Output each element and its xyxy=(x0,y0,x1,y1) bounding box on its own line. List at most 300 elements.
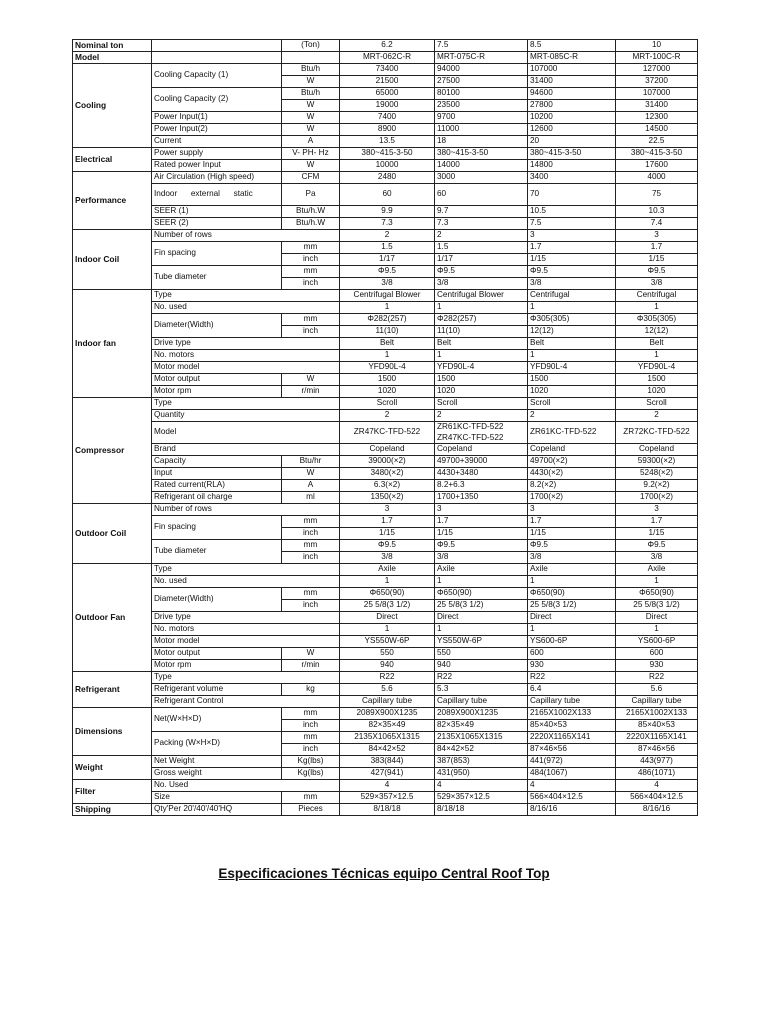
item-label: Gross weight xyxy=(152,768,282,780)
unit-cell: mm xyxy=(282,540,340,552)
value-cell: ZR47KC-TFD-522 xyxy=(340,422,435,444)
value-cell: 75 xyxy=(616,184,698,206)
item-label: Cooling Capacity (1) xyxy=(152,64,282,88)
value-cell: 107000 xyxy=(528,64,616,76)
value-cell: 1/17 xyxy=(340,254,435,266)
value-cell: 2165X1002X133 xyxy=(528,708,616,720)
item-label: SEER (1) xyxy=(152,206,282,218)
value-cell: Scroll xyxy=(528,398,616,410)
unit-cell: W xyxy=(282,648,340,660)
table-row xyxy=(73,648,698,660)
value-cell: 550 xyxy=(340,648,435,660)
value-cell: 1 xyxy=(435,624,528,636)
value-cell: Direct xyxy=(435,612,528,624)
value-cell: 1350(×2) xyxy=(340,492,435,504)
value-cell: Centrifugal xyxy=(528,290,616,302)
value-cell: 1/15 xyxy=(340,528,435,540)
value-cell: 8/18/18 xyxy=(435,804,528,816)
table-row xyxy=(73,456,698,468)
value-cell: R22 xyxy=(435,672,528,684)
value-cell: 60 xyxy=(435,184,528,206)
value-cell: 3/8 xyxy=(528,278,616,290)
value-cell: 3 xyxy=(340,504,435,516)
value-cell: Axile xyxy=(340,564,435,576)
value-cell: 431(950) xyxy=(435,768,528,780)
value-cell: 10.5 xyxy=(528,206,616,218)
value-cell: 9.9 xyxy=(340,206,435,218)
unit-cell: inch xyxy=(282,720,340,732)
value-cell: Φ650(90) xyxy=(528,588,616,600)
item-label: Type xyxy=(152,398,340,410)
unit-cell: W xyxy=(282,468,340,480)
value-cell: 2135X1065X1315 xyxy=(340,732,435,744)
value-cell: 49700+39000 xyxy=(435,456,528,468)
value-cell: 1020 xyxy=(435,386,528,398)
value-cell: 9700 xyxy=(435,112,528,124)
value-cell: 37200 xyxy=(616,76,698,88)
value-cell: 87×46×56 xyxy=(616,744,698,756)
unit-cell: W xyxy=(282,76,340,88)
value-cell: 17600 xyxy=(616,160,698,172)
section-label: Nominal ton xyxy=(73,40,152,52)
value-cell: 9.2(×2) xyxy=(616,480,698,492)
section-label: Refrigerant xyxy=(73,672,152,708)
value-cell: 12(12) xyxy=(528,326,616,338)
unit-cell: Btu/h.W xyxy=(282,218,340,230)
value-cell: 427(941) xyxy=(340,768,435,780)
value-cell: Scroll xyxy=(616,398,698,410)
value-cell: YS550W-6P xyxy=(340,636,435,648)
value-cell: 9.7 xyxy=(435,206,528,218)
value-cell: 73400 xyxy=(340,64,435,76)
unit-cell: CFM xyxy=(282,172,340,184)
value-cell: Copeland xyxy=(340,444,435,456)
unit-cell: W xyxy=(282,112,340,124)
item-label xyxy=(152,40,282,52)
item-label: Quantity xyxy=(152,410,340,422)
item-label: Number of rows xyxy=(152,230,340,242)
value-cell: 94600 xyxy=(528,88,616,100)
unit-cell: mm xyxy=(282,792,340,804)
value-cell: 1700+1350 xyxy=(435,492,528,504)
unit-cell: r/min xyxy=(282,660,340,672)
value-cell: Scroll xyxy=(435,398,528,410)
value-cell: 2 xyxy=(435,410,528,422)
value-cell: 1/15 xyxy=(528,528,616,540)
value-cell: YS550W-6P xyxy=(435,636,528,648)
value-cell: 8/16/16 xyxy=(616,804,698,816)
item-label: Drive type xyxy=(152,338,340,350)
item-label: Air Circulation (High speed) xyxy=(152,172,282,184)
item-label: Fin spacing xyxy=(152,516,282,540)
item-label: Motor output xyxy=(152,374,282,386)
value-cell: 49700(×2) xyxy=(528,456,616,468)
value-cell: 2089X900X1235 xyxy=(435,708,528,720)
value-cell: 3/8 xyxy=(528,552,616,564)
table-row xyxy=(73,672,698,684)
value-cell: 7.3 xyxy=(340,218,435,230)
value-cell: 1 xyxy=(340,302,435,314)
unit-cell: W xyxy=(282,124,340,136)
value-cell: 1 xyxy=(340,576,435,588)
value-cell: 4430+3480 xyxy=(435,468,528,480)
unit-cell: r/min xyxy=(282,386,340,398)
value-cell: 25 5/8(3 1/2) xyxy=(340,600,435,612)
value-cell: Axile xyxy=(616,564,698,576)
value-cell: 3/8 xyxy=(340,552,435,564)
value-cell: 27800 xyxy=(528,100,616,112)
section-label: Outdoor Fan xyxy=(73,564,152,672)
value-cell: 4000 xyxy=(616,172,698,184)
value-cell: Copeland xyxy=(528,444,616,456)
item-label: Input xyxy=(152,468,282,480)
item-label: Power Input(1) xyxy=(152,112,282,124)
value-cell: 2220X1165X141 xyxy=(528,732,616,744)
value-cell: 3480(×2) xyxy=(340,468,435,480)
unit-cell: Pieces xyxy=(282,804,340,816)
unit-cell: Kg(lbs) xyxy=(282,756,340,768)
value-cell: Φ9.5 xyxy=(340,266,435,278)
value-cell: 1 xyxy=(528,350,616,362)
value-cell: 930 xyxy=(528,660,616,672)
value-cell: 1 xyxy=(616,302,698,314)
value-cell: 10 xyxy=(616,40,698,52)
value-cell: Belt xyxy=(435,338,528,350)
item-label: No. used xyxy=(152,302,340,314)
value-cell: Belt xyxy=(528,338,616,350)
table-row xyxy=(73,314,698,326)
unit-cell: mm xyxy=(282,588,340,600)
unit-cell: mm xyxy=(282,732,340,744)
table-row xyxy=(73,504,698,516)
unit-cell: inch xyxy=(282,326,340,338)
value-cell: 94000 xyxy=(435,64,528,76)
value-cell: 22.5 xyxy=(616,136,698,148)
item-label: Size xyxy=(152,792,282,804)
table-row xyxy=(73,612,698,624)
value-cell: 27500 xyxy=(435,76,528,88)
value-cell: 2 xyxy=(616,410,698,422)
value-cell: Capillary tube xyxy=(528,696,616,708)
value-cell: 529×357×12.5 xyxy=(435,792,528,804)
section-label: Cooling xyxy=(73,64,152,148)
value-cell: Φ9.5 xyxy=(616,540,698,552)
unit-cell: mm xyxy=(282,242,340,254)
spec-table xyxy=(72,39,698,816)
value-cell: MRT-085C-R xyxy=(528,52,616,64)
value-cell: Centrifugal xyxy=(616,290,698,302)
value-cell: 383(844) xyxy=(340,756,435,768)
table-row xyxy=(73,374,698,386)
value-cell: 107000 xyxy=(616,88,698,100)
unit-cell: mm xyxy=(282,266,340,278)
value-cell: 7.3 xyxy=(435,218,528,230)
value-cell: 10000 xyxy=(340,160,435,172)
value-cell: YFD90L-4 xyxy=(616,362,698,374)
value-cell: Axile xyxy=(528,564,616,576)
value-cell: 7.5 xyxy=(435,40,528,52)
value-cell: 12300 xyxy=(616,112,698,124)
table-row xyxy=(73,124,698,136)
value-cell: R22 xyxy=(340,672,435,684)
value-cell: 1700(×2) xyxy=(528,492,616,504)
unit-cell: V- PH- Hz xyxy=(282,148,340,160)
value-cell: 1/17 xyxy=(435,254,528,266)
value-cell: 380~415-3-50 xyxy=(528,148,616,160)
table-row xyxy=(73,588,698,600)
table-row xyxy=(73,398,698,410)
value-cell: Direct xyxy=(528,612,616,624)
value-cell: 380~415-3-50 xyxy=(616,148,698,160)
table-row xyxy=(73,684,698,696)
item-label: Tube diameter xyxy=(152,540,282,564)
item-label: Motor model xyxy=(152,362,340,374)
value-cell: 3 xyxy=(616,504,698,516)
section-label: Electrical xyxy=(73,148,152,172)
item-label: No. Used xyxy=(152,780,340,792)
value-cell: 1500 xyxy=(435,374,528,386)
table-row xyxy=(73,266,698,278)
unit-cell: W xyxy=(282,100,340,112)
value-cell: 1 xyxy=(528,576,616,588)
value-cell: 25 5/8(3 1/2) xyxy=(616,600,698,612)
value-cell: 380~415-3-50 xyxy=(340,148,435,160)
value-cell: 3 xyxy=(616,230,698,242)
value-cell: 940 xyxy=(435,660,528,672)
unit-cell: Pa xyxy=(282,184,340,206)
value-cell: Direct xyxy=(616,612,698,624)
unit-cell: Btu/hr xyxy=(282,456,340,468)
value-cell: 443(977) xyxy=(616,756,698,768)
unit-cell: inch xyxy=(282,552,340,564)
table-row xyxy=(73,112,698,124)
value-cell: 82×35×49 xyxy=(435,720,528,732)
value-cell: 23500 xyxy=(435,100,528,112)
value-cell: 940 xyxy=(340,660,435,672)
value-cell: MRT-062C-R xyxy=(340,52,435,64)
value-cell: Φ9.5 xyxy=(435,540,528,552)
value-cell: Φ9.5 xyxy=(616,266,698,278)
item-label: Rated current(RLA) xyxy=(152,480,282,492)
item-label: Net(W×H×D) xyxy=(152,708,282,732)
value-cell: 84×42×52 xyxy=(340,744,435,756)
section-label: Shipping xyxy=(73,804,152,816)
unit-cell: A xyxy=(282,480,340,492)
table-row xyxy=(73,732,698,744)
value-cell: 1 xyxy=(435,302,528,314)
table-row xyxy=(73,40,698,52)
table-row xyxy=(73,88,698,100)
value-cell: 3/8 xyxy=(340,278,435,290)
item-label: Packing (W×H×D) xyxy=(152,732,282,756)
value-cell: 1500 xyxy=(340,374,435,386)
section-label: Indoor Coil xyxy=(73,230,152,290)
value-cell: 1500 xyxy=(616,374,698,386)
value-cell: Φ282(257) xyxy=(435,314,528,326)
unit-cell: inch xyxy=(282,744,340,756)
item-label: Tube diameter xyxy=(152,266,282,290)
value-cell: 3 xyxy=(435,504,528,516)
value-cell: 31400 xyxy=(528,76,616,88)
value-cell: 1 xyxy=(528,624,616,636)
value-cell: 1 xyxy=(616,624,698,636)
table-row xyxy=(73,206,698,218)
value-cell: Φ9.5 xyxy=(340,540,435,552)
table-row xyxy=(73,184,698,206)
value-cell: 8.2+6.3 xyxy=(435,480,528,492)
value-cell: 3400 xyxy=(528,172,616,184)
value-cell: 1700(×2) xyxy=(616,492,698,504)
item-label: Motor rpm xyxy=(152,386,282,398)
value-cell: 2220X1165X141 xyxy=(616,732,698,744)
value-cell: 65000 xyxy=(340,88,435,100)
item-label: Capacity xyxy=(152,456,282,468)
value-cell: Belt xyxy=(340,338,435,350)
value-cell: 87×46×56 xyxy=(528,744,616,756)
item-label: Motor rpm xyxy=(152,660,282,672)
value-cell: Φ9.5 xyxy=(528,266,616,278)
value-cell: 1020 xyxy=(528,386,616,398)
value-cell: 85×40×53 xyxy=(616,720,698,732)
value-cell: 6.3(×2) xyxy=(340,480,435,492)
unit-cell: inch xyxy=(282,528,340,540)
value-cell: 2480 xyxy=(340,172,435,184)
section-label: Model xyxy=(73,52,152,64)
value-cell: 10.3 xyxy=(616,206,698,218)
value-cell: 25 5/8(3 1/2) xyxy=(528,600,616,612)
section-label: Indoor fan xyxy=(73,290,152,398)
table-row xyxy=(73,350,698,362)
value-cell: 5248(×2) xyxy=(616,468,698,480)
item-label: SEER (2) xyxy=(152,218,282,230)
item-label: Type xyxy=(152,672,340,684)
value-cell: 14000 xyxy=(435,160,528,172)
item-label: Net Weight xyxy=(152,756,282,768)
value-cell: 1 xyxy=(435,576,528,588)
value-cell: 1.7 xyxy=(528,242,616,254)
value-cell: MRT-100C-R xyxy=(616,52,698,64)
value-cell: 4 xyxy=(435,780,528,792)
value-cell: 529×357×12.5 xyxy=(340,792,435,804)
table-row xyxy=(73,160,698,172)
section-label: Performance xyxy=(73,172,152,230)
item-label: Motor output xyxy=(152,648,282,660)
value-cell: 70 xyxy=(528,184,616,206)
value-cell: 1.5 xyxy=(340,242,435,254)
value-cell: Capillary tube xyxy=(616,696,698,708)
section-label: Weight xyxy=(73,756,152,780)
section-label: Filter xyxy=(73,780,152,804)
table-row xyxy=(73,756,698,768)
value-cell: Capillary tube xyxy=(435,696,528,708)
value-cell: 8900 xyxy=(340,124,435,136)
item-label: Indoor external static xyxy=(152,184,282,206)
value-cell: 4 xyxy=(340,780,435,792)
table-row xyxy=(73,242,698,254)
unit-cell: mm xyxy=(282,516,340,528)
value-cell: 1.7 xyxy=(616,242,698,254)
unit-cell xyxy=(282,52,340,64)
item-label: Cooling Capacity (2) xyxy=(152,88,282,112)
table-row xyxy=(73,230,698,242)
item-label: Diameter(Width) xyxy=(152,588,282,612)
value-cell: 380~415-3-50 xyxy=(435,148,528,160)
value-cell: 2165X1002X133 xyxy=(616,708,698,720)
value-cell: 3/8 xyxy=(435,552,528,564)
value-cell: 1.7 xyxy=(435,516,528,528)
value-cell: Centrifugal Blower xyxy=(435,290,528,302)
value-cell: YFD90L-4 xyxy=(528,362,616,374)
value-cell: 5.6 xyxy=(616,684,698,696)
value-cell: 930 xyxy=(616,660,698,672)
value-cell: 7.5 xyxy=(528,218,616,230)
unit-cell: W xyxy=(282,374,340,386)
value-cell: 1.7 xyxy=(616,516,698,528)
table-row xyxy=(73,290,698,302)
value-cell: 25 5/8(3 1/2) xyxy=(435,600,528,612)
value-cell: 1020 xyxy=(616,386,698,398)
value-cell: 7400 xyxy=(340,112,435,124)
value-cell: 8.5 xyxy=(528,40,616,52)
value-cell: 566×404×12.5 xyxy=(616,792,698,804)
table-row xyxy=(73,492,698,504)
value-cell: Φ650(90) xyxy=(340,588,435,600)
value-cell: 3000 xyxy=(435,172,528,184)
value-cell: 1 xyxy=(528,302,616,314)
value-cell: 1/15 xyxy=(528,254,616,266)
unit-cell: W xyxy=(282,160,340,172)
value-cell: 12(12) xyxy=(616,326,698,338)
table-row xyxy=(73,136,698,148)
value-cell: Φ305(305) xyxy=(528,314,616,326)
value-cell: 1 xyxy=(340,350,435,362)
table-row xyxy=(73,386,698,398)
value-cell: Belt xyxy=(616,338,698,350)
value-cell: 3/8 xyxy=(616,552,698,564)
value-cell: Φ650(90) xyxy=(435,588,528,600)
value-cell: Capillary tube xyxy=(340,696,435,708)
value-cell: 11(10) xyxy=(340,326,435,338)
item-label: Refrigerant Control xyxy=(152,696,340,708)
table-row xyxy=(73,624,698,636)
unit-cell: mm xyxy=(282,314,340,326)
value-cell: 4 xyxy=(616,780,698,792)
table-row xyxy=(73,708,698,720)
value-cell: 127000 xyxy=(616,64,698,76)
value-cell: 1.7 xyxy=(340,516,435,528)
item-label: No. motors xyxy=(152,624,340,636)
value-cell: MRT-075C-R xyxy=(435,52,528,64)
table-row xyxy=(73,52,698,64)
unit-cell: inch xyxy=(282,600,340,612)
value-cell: Φ9.5 xyxy=(528,540,616,552)
value-cell: 59300(×2) xyxy=(616,456,698,468)
value-cell: 1020 xyxy=(340,386,435,398)
value-cell: ZR61KC-TFD-522 ZR47KC-TFD-522 xyxy=(435,422,528,444)
item-label: Type xyxy=(152,290,340,302)
value-cell: 5.3 xyxy=(435,684,528,696)
value-cell: Copeland xyxy=(435,444,528,456)
unit-cell: (Ton) xyxy=(282,40,340,52)
value-cell: 18 xyxy=(435,136,528,148)
value-cell: 1 xyxy=(340,624,435,636)
value-cell: YS600-6P xyxy=(616,636,698,648)
value-cell: 4430(×2) xyxy=(528,468,616,480)
item-label: Refrigerant oil charge xyxy=(152,492,282,504)
table-row xyxy=(73,768,698,780)
table-row xyxy=(73,468,698,480)
value-cell: 11(10) xyxy=(435,326,528,338)
